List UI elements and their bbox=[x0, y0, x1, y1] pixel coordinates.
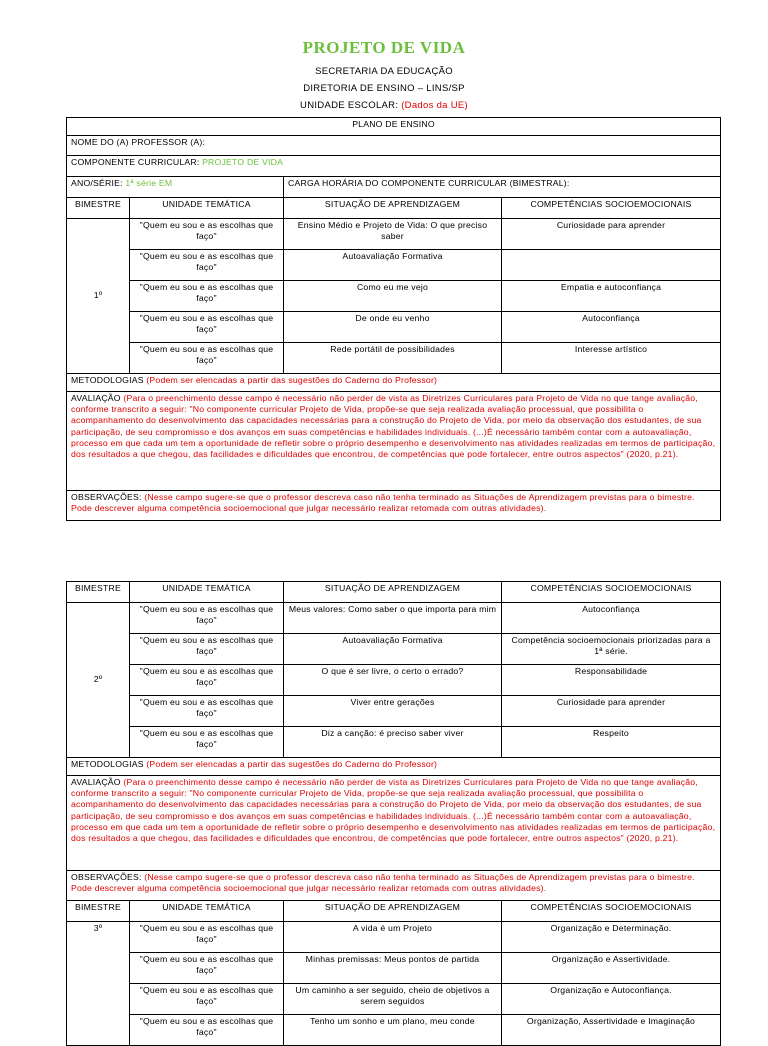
competencia-cell: Curiosidade para aprender bbox=[502, 696, 721, 727]
col-competencias: COMPETÊNCIAS SOCIOEMOCIONAIS bbox=[502, 198, 721, 219]
unidade-cell: "Quem eu sou e as escolhas que faço" bbox=[130, 634, 284, 665]
competencia-cell: Autoconfiança bbox=[502, 603, 721, 634]
bimestre-label: 3º bbox=[67, 922, 130, 1046]
situacao-cell: Diz a canção: é preciso saber viver bbox=[284, 727, 502, 758]
professor-row: NOME DO (A) PROFESSOR (A): bbox=[67, 136, 721, 156]
competencia-cell: Organização e Determinação. bbox=[502, 922, 721, 953]
ano-value: 1ª série EM bbox=[125, 178, 173, 188]
unidade-cell: "Quem eu sou e as escolhas que faço" bbox=[130, 922, 284, 953]
ano-label: ANO/SÉRIE: bbox=[71, 178, 126, 188]
situacao-cell: Meus valores: Como saber o que importa para mim bbox=[284, 603, 502, 634]
header-line-secretaria: SECRETARIA DA EDUCAÇÃO bbox=[315, 66, 453, 77]
componente-value: PROJETO DE VIDA bbox=[202, 157, 284, 167]
document-title: PROJETO DE VIDA bbox=[302, 38, 466, 57]
col-situacao: SITUAÇÃO DE APRENDIZAGEM bbox=[284, 198, 502, 219]
col-situacao: SITUAÇÃO DE APRENDIZAGEM bbox=[284, 901, 502, 922]
col-unidade: UNIDADE TEMÁTICA bbox=[130, 582, 284, 603]
unidade-cell: "Quem eu sou e as escolhas que faço" bbox=[130, 1015, 284, 1046]
unidade-cell: "Quem eu sou e as escolhas que faço" bbox=[130, 696, 284, 727]
metodologias-note: (Podem ser elencadas a partir das sugestões do Caderno do Professor) bbox=[146, 759, 438, 769]
col-bimestre: BIMESTRE bbox=[67, 198, 130, 219]
situacao-cell: A vida é um Projeto bbox=[284, 922, 502, 953]
competencia-cell: Interesse artístico bbox=[502, 343, 721, 374]
situacao-cell: Rede portátil de possibilidades bbox=[284, 343, 502, 374]
unidade-cell: "Quem eu sou e as escolhas que faço" bbox=[130, 250, 284, 281]
ue-label: UNIDADE ESCOLAR: bbox=[300, 100, 402, 111]
observacoes-row bbox=[67, 491, 721, 521]
componente-label: COMPONENTE CURRICULAR: bbox=[71, 157, 203, 167]
plano-table-1 bbox=[66, 117, 721, 521]
col-situacao: SITUAÇÃO DE APRENDIZAGEM bbox=[284, 582, 502, 603]
unidade-cell: "Quem eu sou e as escolhas que faço" bbox=[130, 953, 284, 984]
competencia-cell bbox=[502, 250, 721, 281]
situacao-cell: Autoavaliação Formativa bbox=[284, 634, 502, 665]
unidade-cell: "Quem eu sou e as escolhas que faço" bbox=[130, 984, 284, 1015]
header-line-unidade bbox=[0, 100, 768, 111]
avaliacao-text: (Para o preenchimento desse campo é necessário não perder de vista as Diretrizes Curriculares para Projeto de Vida no que tange avaliação, conforme transcrito a seguir: "No componente curricular Projeto de Vida, propõe-se que seja realizada avaliação processual, que possibilita o acompanhamento do desenvolvimento das capacidades necessárias para a construção do Projeto de Vida, por meio da observação dos estudantes, de sua participação, de seu compromisso e dos avanços em suas competências e habilidades individuais. (...)É necessário também contar com a autoavaliação, processo em que cada um tem a oportunidade de refletir sobre o próprio desempenho e desenvolvimento nas atividades realizadas em termos de participação, dos resultados a que chegou, das facilidades e dificuldades que encontrou, de competências que pode fortalecer, entre outros aspectos" (2020, p.21). bbox=[71, 777, 716, 844]
col-competencias: COMPETÊNCIAS SOCIOEMOCIONAIS bbox=[502, 582, 721, 603]
competencia-cell: Organização, Assertividade e Imaginação bbox=[502, 1015, 721, 1046]
situacao-cell: Um caminho a ser seguido, cheio de objetivos a serem seguidos bbox=[284, 984, 502, 1015]
col-competencias: COMPETÊNCIAS SOCIOEMOCIONAIS bbox=[502, 901, 721, 922]
plano-table-2 bbox=[66, 581, 721, 1046]
situacao-cell: Autoavaliação Formativa bbox=[284, 250, 502, 281]
observacoes-text: (Nesse campo sugere-se que o professor descreva caso não tenha terminado as Situações de Aprendizagem previstas para o bimestre. Pode descrever alguma competência socioemocional que julgar necessário realizar retomada com outras atividades). bbox=[71, 492, 695, 514]
bimestre-label: 2º bbox=[67, 603, 130, 758]
metodologias-row bbox=[67, 758, 721, 776]
avaliacao-label: AVALIAÇÃO bbox=[71, 393, 124, 403]
observacoes-label: OBSERVAÇÕES: bbox=[71, 492, 145, 502]
situacao-cell: Viver entre gerações bbox=[284, 696, 502, 727]
situacao-cell: De onde eu venho bbox=[284, 312, 502, 343]
header-line-diretoria: DIRETORIA DE ENSINO – LINS/SP bbox=[303, 83, 465, 94]
competencia-cell: Organização e Assertividade. bbox=[502, 953, 721, 984]
unidade-cell: "Quem eu sou e as escolhas que faço" bbox=[130, 312, 284, 343]
unidade-cell: "Quem eu sou e as escolhas que faço" bbox=[130, 343, 284, 374]
observacoes-text: (Nesse campo sugere-se que o professor descreva caso não tenha terminado as Situações de Aprendizagem previstas para o bimestre. Pode descrever alguma competência socioemocional que julgar necessário realizar retomada com outras atividades). bbox=[71, 872, 695, 894]
avaliacao-row bbox=[67, 392, 721, 491]
col-unidade: UNIDADE TEMÁTICA bbox=[130, 198, 284, 219]
situacao-cell: Como eu me vejo bbox=[284, 281, 502, 312]
metodologias-row bbox=[67, 374, 721, 392]
competencia-cell: Organização e Autoconfiança. bbox=[502, 984, 721, 1015]
observacoes-label: OBSERVAÇÕES: bbox=[71, 872, 145, 882]
competencia-cell: Responsabilidade bbox=[502, 665, 721, 696]
componente-row bbox=[67, 156, 721, 177]
metodologias-label: METODOLOGIAS bbox=[71, 759, 147, 769]
bimestre-label: 1º bbox=[67, 219, 130, 374]
ano-cell bbox=[67, 177, 284, 198]
unidade-cell: "Quem eu sou e as escolhas que faço" bbox=[130, 281, 284, 312]
situacao-cell: Tenho um sonho e um plano, meu conde bbox=[284, 1015, 502, 1046]
competencia-cell: Empatia e autoconfiança bbox=[502, 281, 721, 312]
situacao-cell: Ensino Médio e Projeto de Vida: O que preciso saber bbox=[284, 219, 502, 250]
unidade-cell: "Quem eu sou e as escolhas que faço" bbox=[130, 219, 284, 250]
competencia-cell: Curiosidade para aprender bbox=[502, 219, 721, 250]
col-bimestre: BIMESTRE bbox=[67, 901, 130, 922]
competencia-cell: Respeito bbox=[502, 727, 721, 758]
plan-title: PLANO DE ENSINO bbox=[67, 118, 721, 136]
unidade-cell: "Quem eu sou e as escolhas que faço" bbox=[130, 603, 284, 634]
carga-cell: CARGA HORÁRIA DO COMPONENTE CURRICULAR (BIMESTRAL): bbox=[284, 177, 721, 198]
unidade-cell: "Quem eu sou e as escolhas que faço" bbox=[130, 727, 284, 758]
metodologias-note: (Podem ser elencadas a partir das sugestões do Caderno do Professor) bbox=[146, 375, 438, 385]
competencia-cell: Autoconfiança bbox=[502, 312, 721, 343]
col-bimestre: BIMESTRE bbox=[67, 582, 130, 603]
avaliacao-row bbox=[67, 776, 721, 871]
unidade-cell: "Quem eu sou e as escolhas que faço" bbox=[130, 665, 284, 696]
competencia-cell: Competência socioemocionais priorizadas para a 1ª série. bbox=[502, 634, 721, 665]
col-unidade: UNIDADE TEMÁTICA bbox=[130, 901, 284, 922]
observacoes-row bbox=[67, 871, 721, 901]
situacao-cell: Minhas premissas: Meus pontos de partida bbox=[284, 953, 502, 984]
ue-value: (Dados da UE) bbox=[401, 100, 468, 111]
avaliacao-text: (Para o preenchimento desse campo é necessário não perder de vista as Diretrizes Curriculares para Projeto de Vida no que tange avaliação, conforme transcrito a seguir: "No componente curricular Projeto de Vida, propõe-se que seja realizada avaliação processual, que possibilita o acompanhamento do desenvolvimento das capacidades necessárias para a construção do Projeto de Vida, por meio da observação dos estudantes, de sua participação, de seu compromisso e dos avanços em suas competências e habilidades individuais. (...)É necessário também contar com a autoavaliação, processo em que cada um tem a oportunidade de refletir sobre o próprio desempenho e desenvolvimento nas atividades realizadas em termos de participação, dos resultados a que chegou, das facilidades e dificuldades que encontrou, de competências que pode fortalecer, entre outros aspectos" (2020, p.21). bbox=[71, 393, 716, 460]
situacao-cell: O que é ser livre, o certo o errado? bbox=[284, 665, 502, 696]
avaliacao-label: AVALIAÇÃO bbox=[71, 777, 124, 787]
metodologias-label: METODOLOGIAS bbox=[71, 375, 147, 385]
